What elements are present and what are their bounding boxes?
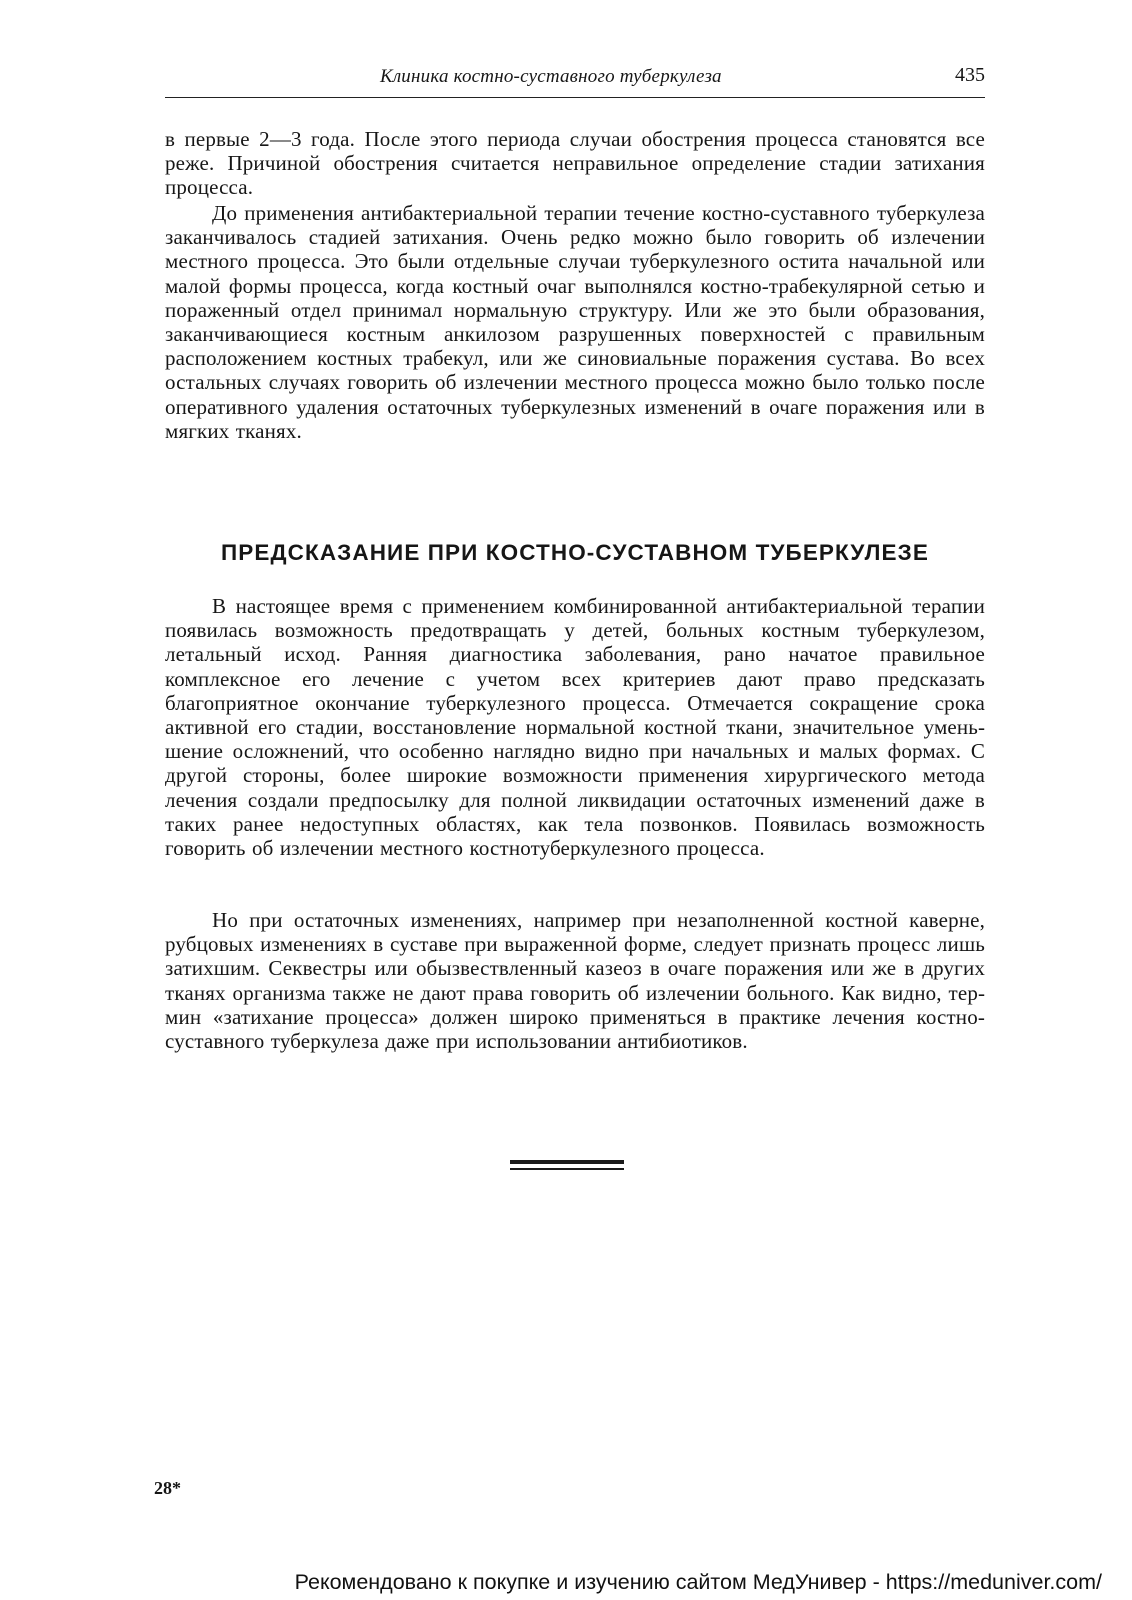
body-paragraph: До применения антибактериальной терапии течение костно-суставного туберкулеза заканчивалось стадией затихания. Очень редко можно было говорить об излечении местного процесса. Это были отдельные случаи туберкулезного остита начальной или малой формы процесса, когда костный очаг выполнялся костно-трабекулярной сетью и пораженный отдел принимал нормальную структуру. Или же это были образования, заканчивающиеся костным анкилозом разрушенных поверхностей с правильным расположением костных трабекул, или же синовиальные поражения сустава. Во всех остальных случаях говорить об излечении местного процесса можно было только после оперативного удаления остаточных туберкулезных изменений в очаге поражения или в мягких тканях. [165,201,985,443]
running-title: Клиника костно-суставного туберкулеза [380,66,722,87]
chapter-end-rule-thick [510,1160,624,1164]
body-paragraph: в первые 2—3 года. После этого периода случаи обострения процесса становятся все реже. Причиной обострения считается неправильное определение стадии затихания процесса. [165,127,985,200]
chapter-end-rule [510,1160,624,1172]
body-paragraph: Но при остаточных изменениях, например при незаполненной костной каверне, рубцовых изменениях в суставе при выраженной форме, следует признать процесс лишь затихшим. Секвестры или обызвествленный казеоз в очаге поражения или же в других тканях организма также не дают права говорить об излечении больного. Как видно, термин «затихание процесса» должен широко применяться в практике лечения костно-суставного туберкулеза даже при использовании антибиотиков. [165,908,985,1054]
body-paragraph: В настоящее время с применением комбинированной антибактериальной терапии появилась возможность предотвращать у детей, больных костным туберкулезом, летальный исход. Ранняя диагностика заболевания, рано начатое правильное комплексное его лечение с учетом всех критериев дают право предсказать благоприятное окончание туберкулезного процесса. Отмечается сокращение срока активной его стадии, восстановление нормальной костной ткани, значительное уменьшение осложнений, что особенно наглядно видно при начальных и малых формах. С другой стороны, более широкие возможности применения хирургического метода лечения создали предпосылку для полной ликвидации остаточных изменений даже в таких ранее недоступных областях, как тела позвонков. Появилась возможность говорить об излечении местного костнотуберкулезного процесса. [165,594,985,861]
signature-mark: 28* [154,1478,181,1498]
footer-recommendation-link[interactable]: Рекомендовано к покупке и изучению сайтом МедУнивер - https://meduniver.com/ [294,1570,1102,1594]
page-number: 435 [955,64,985,86]
page-header [165,64,985,96]
chapter-end-rule-thin [510,1168,624,1170]
section-heading: ПРЕДСКАЗАНИЕ ПРИ КОСТНО-СУСТАВНОМ ТУБЕРКУЛЕЗЕ [221,540,929,565]
header-rule [165,97,985,98]
